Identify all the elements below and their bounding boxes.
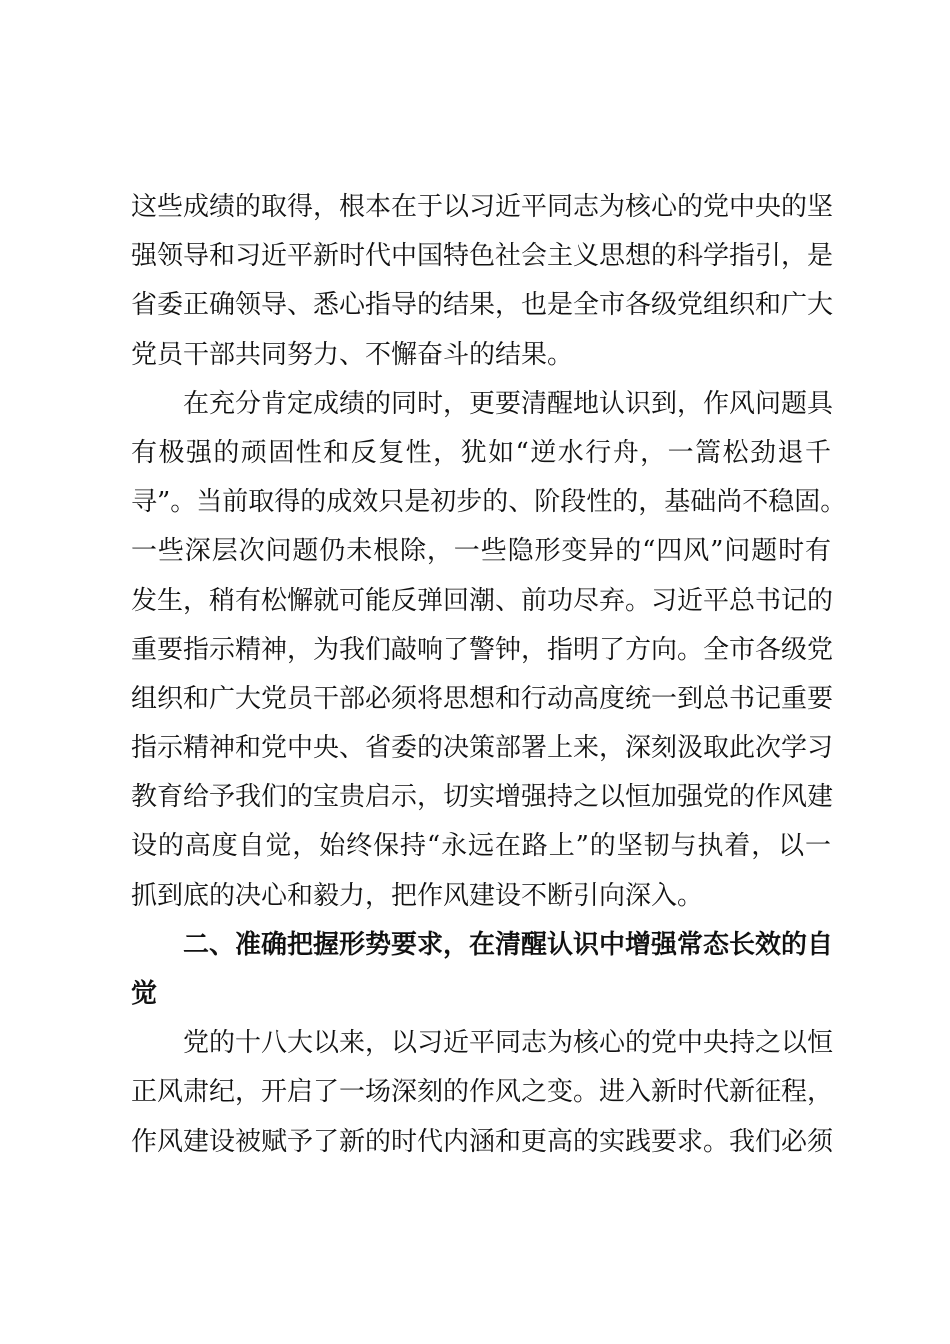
text-line: 省委正确领导、悉心指导的结果，也是全市各级党组织和广大	[131, 290, 834, 321]
paragraph-new-era	[131, 1019, 834, 1167]
text-line: 党的十八大以来，以习近平同志为核心的党中央持之以恒	[183, 1028, 834, 1059]
text-line: 教育给予我们的宝贵启示，切实增强持之以恒加强党的作风建	[131, 782, 834, 813]
text-line: 重要指示精神，为我们敲响了警钟，指明了方向。全市各级党	[131, 634, 834, 665]
text-line: 作风建设被赋予了新的时代内涵和更高的实践要求。我们必须	[131, 1126, 834, 1157]
text-line: 有极强的顽固性和反复性，犹如“逆水行舟，一篙松劲退千	[131, 437, 831, 468]
text-line: 正风肃纪，开启了一场深刻的作风之变。进入新时代新征程，	[131, 1077, 834, 1108]
heading-line: 觉	[131, 979, 158, 1009]
paragraph-awareness	[131, 380, 847, 921]
text-line: 这些成绩的取得，根本在于以习近平同志为核心的党中央的坚	[131, 192, 834, 222]
text-line: 一些深层次问题仍未根除，一些隐形变异的“四风”问题时有	[131, 536, 831, 567]
text-line: 指示精神和党中央、省委的决策部署上来，深刻汲取此次学习	[131, 733, 834, 764]
text-line: 强领导和习近平新时代中国特色社会主义思想的科学指引，是	[131, 241, 834, 272]
document-body	[131, 183, 847, 1167]
paragraph-achievements	[131, 183, 834, 380]
heading-line: 二、准确把握形势要求，在清醒认识中增强常态长效的自	[183, 929, 834, 960]
text-line: 寻”。当前取得的成效只是初步的、阶段性的，基础尚不稳固。	[131, 487, 847, 518]
text-line: 设的高度自觉，始终保持“永远在路上”的坚韧与执着，以一	[131, 831, 831, 862]
text-line: 党员干部共同努力、不懈奋斗的结果。	[131, 339, 574, 370]
text-line: 组织和广大党员干部必须将思想和行动高度统一到总书记重要	[131, 683, 834, 714]
text-line: 发生，稍有松懈就可能反弹回潮、前功尽弃。习近平总书记的	[131, 585, 834, 616]
text-line: 在充分肯定成绩的同时，更要清醒地认识到，作风问题具	[183, 388, 834, 419]
section-heading-2	[131, 921, 834, 1019]
text-line: 抓到底的决心和毅力，把作风建设不断引向深入。	[131, 880, 704, 911]
